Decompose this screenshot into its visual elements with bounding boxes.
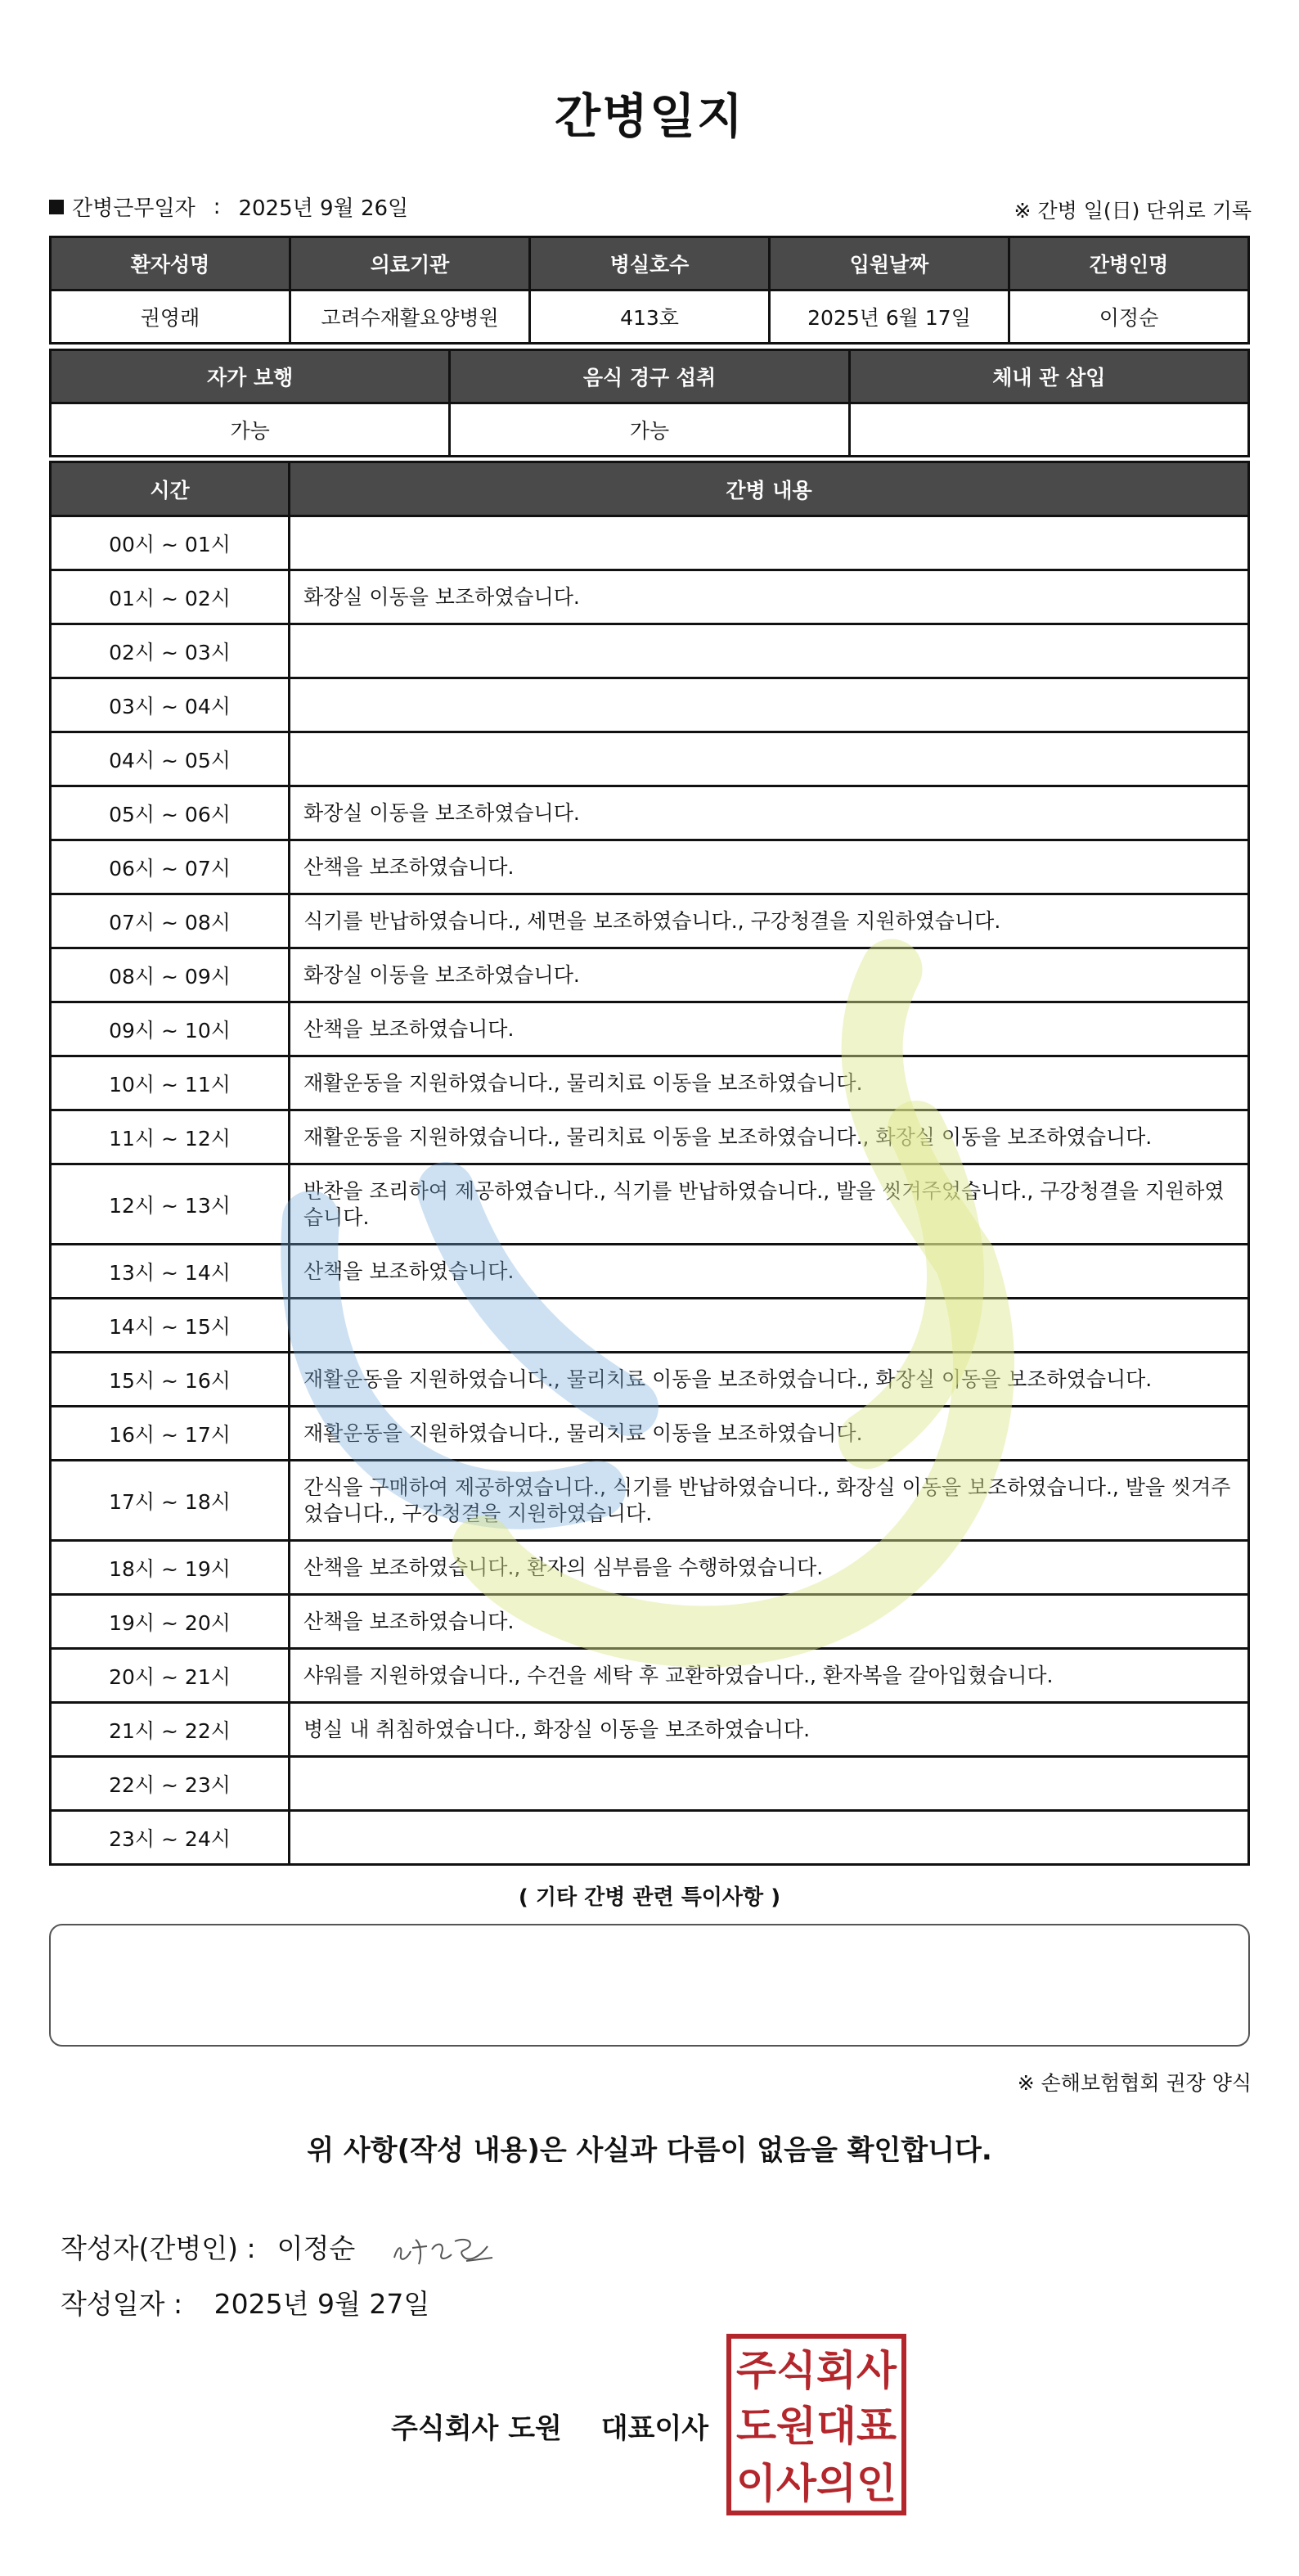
log-time: 04시 ~ 05시 <box>51 732 290 786</box>
work-date-label: 간병근무일자 <box>72 196 196 221</box>
table-row <box>51 1002 1249 1056</box>
table-row <box>51 678 1249 732</box>
form-source-note: ※ 손해보험협회 권장 양식 <box>1017 2071 1252 2095</box>
patient-name: 권영래 <box>51 290 290 344</box>
table-row <box>51 1595 1249 1649</box>
remarks-box <box>49 1924 1250 2047</box>
written-date-label: 작성일자 : <box>61 2288 183 2320</box>
log-content <box>290 1811 1249 1865</box>
header-caregiver-name: 간병인명 <box>1009 237 1249 290</box>
table-row <box>51 732 1249 786</box>
log-time: 20시 ~ 21시 <box>51 1649 290 1703</box>
company-rep-title: 대표이사 <box>600 2412 709 2445</box>
company-signature-line <box>391 2406 708 2446</box>
log-content <box>290 1299 1249 1353</box>
log-content <box>290 624 1249 678</box>
log-content: 식기를 반납하였습니다., 세면을 보조하였습니다., 구강청결을 지원하였습니다. <box>290 894 1249 948</box>
log-time: 22시 ~ 23시 <box>51 1757 290 1811</box>
table-row <box>51 1110 1249 1164</box>
log-content: 재활운동을 지원하였습니다., 물리치료 이동을 보조하였습니다. <box>290 1056 1249 1110</box>
square-bullet-icon <box>49 200 64 214</box>
header-tube-insertion: 체내 관 삽입 <box>849 350 1248 403</box>
table-row <box>51 516 1249 570</box>
log-time: 10시 ~ 11시 <box>51 1056 290 1110</box>
company-name: 주식회사 도원 <box>391 2412 562 2445</box>
table-row <box>51 786 1249 840</box>
log-time: 01시 ~ 02시 <box>51 570 290 624</box>
log-content: 산책을 보조하였습니다., 환자의 심부름을 수행하였습니다. <box>290 1541 1249 1595</box>
table-row <box>51 1245 1249 1299</box>
signature-image <box>388 2222 502 2271</box>
daily-record-note: ※ 간병 일(日) 단위로 기록 <box>1014 199 1252 223</box>
table-row <box>51 1811 1249 1865</box>
table-row <box>51 1461 1249 1541</box>
log-content: 화장실 이동을 보조하였습니다. <box>290 570 1249 624</box>
seal-line: 주식회사 <box>736 2347 897 2394</box>
table-row <box>51 948 1249 1002</box>
log-time: 14시 ~ 15시 <box>51 1299 290 1353</box>
header-time: 시간 <box>51 462 290 516</box>
log-rows <box>51 516 1249 1865</box>
log-content: 산책을 보조하였습니다. <box>290 1002 1249 1056</box>
work-date-row <box>49 191 408 222</box>
log-time: 19시 ~ 20시 <box>51 1595 290 1649</box>
log-time: 09시 ~ 10시 <box>51 1002 290 1056</box>
table-row <box>51 1353 1249 1407</box>
seal-line: 이사의인 <box>736 2460 897 2507</box>
table-row <box>51 1056 1249 1110</box>
log-time: 23시 ~ 24시 <box>51 1811 290 1865</box>
log-time: 08시 ~ 09시 <box>51 948 290 1002</box>
log-time: 02시 ~ 03시 <box>51 624 290 678</box>
log-time: 17시 ~ 18시 <box>51 1461 290 1541</box>
table-row <box>51 1649 1249 1703</box>
writer-name: 이정순 <box>276 2231 356 2264</box>
log-content <box>290 516 1249 570</box>
tube-insertion-value <box>849 403 1248 457</box>
writer-label: 작성자(간병인) : <box>61 2231 256 2264</box>
log-content: 산책을 보조하였습니다. <box>290 1595 1249 1649</box>
log-time: 12시 ~ 13시 <box>51 1164 290 1245</box>
writer-row <box>61 2222 502 2271</box>
log-content: 샤워를 지원하였습니다., 수건을 세탁 후 교환하였습니다., 환자복을 갈아입혔습니다. <box>290 1649 1249 1703</box>
seal-line: 도원대표 <box>736 2403 897 2450</box>
institution-name: 고려수재활요양병원 <box>290 290 530 344</box>
self-walking-value: 가능 <box>51 403 450 457</box>
confirmation-statement: 위 사항(작성 내용)은 사실과 다름이 없음을 확인합니다. <box>307 2134 992 2167</box>
oral-intake-value: 가능 <box>450 403 849 457</box>
log-content <box>290 1757 1249 1811</box>
table-row <box>51 570 1249 624</box>
log-time: 11시 ~ 12시 <box>51 1110 290 1164</box>
log-time: 15시 ~ 16시 <box>51 1353 290 1407</box>
header-room: 병실호수 <box>530 237 770 290</box>
company-seal-stamp <box>726 2334 906 2515</box>
log-time: 21시 ~ 22시 <box>51 1703 290 1757</box>
table-row <box>51 1757 1249 1811</box>
table-row <box>51 1164 1249 1245</box>
log-content <box>290 678 1249 732</box>
header-institution: 의료기관 <box>290 237 530 290</box>
log-content: 반찬을 조리하여 제공하였습니다., 식기를 반납하였습니다., 발을 씻겨주었습니다., 구강청결을 지원하였습니다. <box>290 1164 1249 1245</box>
page-title: 간병일지 <box>554 88 745 144</box>
patient-info-table <box>49 236 1250 345</box>
log-content: 간식을 구매하여 제공하였습니다., 식기를 반납하였습니다., 화장실 이동을 보조하였습니다., 발을 씻겨주었습니다., 구강청결을 지원하였습니다. <box>290 1461 1249 1541</box>
log-time: 18시 ~ 19시 <box>51 1541 290 1595</box>
log-time: 13시 ~ 14시 <box>51 1245 290 1299</box>
log-content: 병실 내 취침하였습니다., 화장실 이동을 보조하였습니다. <box>290 1703 1249 1757</box>
header-care-content: 간병 내용 <box>290 462 1249 516</box>
log-content: 재활운동을 지원하였습니다., 물리치료 이동을 보조하였습니다. <box>290 1407 1249 1461</box>
table-row <box>51 1299 1249 1353</box>
log-content: 재활운동을 지원하였습니다., 물리치료 이동을 보조하였습니다., 화장실 이동을 보조하였습니다. <box>290 1353 1249 1407</box>
written-date-row <box>61 2283 429 2322</box>
log-content: 화장실 이동을 보조하였습니다. <box>290 786 1249 840</box>
table-row <box>51 1407 1249 1461</box>
log-time: 05시 ~ 06시 <box>51 786 290 840</box>
caregiver-name: 이정순 <box>1009 290 1249 344</box>
log-time: 06시 ~ 07시 <box>51 840 290 894</box>
work-date-value: 2025년 9월 26일 <box>238 196 409 221</box>
table-row <box>51 840 1249 894</box>
patient-status-table <box>49 349 1250 457</box>
log-content <box>290 732 1249 786</box>
log-content: 산책을 보조하였습니다. <box>290 1245 1249 1299</box>
header-patient-name: 환자성명 <box>51 237 290 290</box>
hourly-care-log-table <box>49 461 1250 1866</box>
log-content: 화장실 이동을 보조하였습니다. <box>290 948 1249 1002</box>
remarks-title: ( 기타 간병 관련 특이사항 ) <box>518 1885 781 1910</box>
table-row <box>51 1703 1249 1757</box>
log-time: 03시 ~ 04시 <box>51 678 290 732</box>
work-date-separator: : <box>213 194 221 219</box>
table-row <box>51 1541 1249 1595</box>
table-row <box>51 624 1249 678</box>
log-content: 산책을 보조하였습니다. <box>290 840 1249 894</box>
header-admission-date: 입원날짜 <box>770 237 1009 290</box>
admission-date: 2025년 6월 17일 <box>770 290 1009 344</box>
table-row <box>51 894 1249 948</box>
header-oral-intake: 음식 경구 섭취 <box>450 350 849 403</box>
log-time: 07시 ~ 08시 <box>51 894 290 948</box>
room-number: 413호 <box>530 290 770 344</box>
log-content: 재활운동을 지원하였습니다., 물리치료 이동을 보조하였습니다., 화장실 이동을 보조하였습니다. <box>290 1110 1249 1164</box>
written-date-value: 2025년 9월 27일 <box>214 2288 430 2320</box>
log-time: 16시 ~ 17시 <box>51 1407 290 1461</box>
log-time: 00시 ~ 01시 <box>51 516 290 570</box>
header-self-walking: 자가 보행 <box>51 350 450 403</box>
